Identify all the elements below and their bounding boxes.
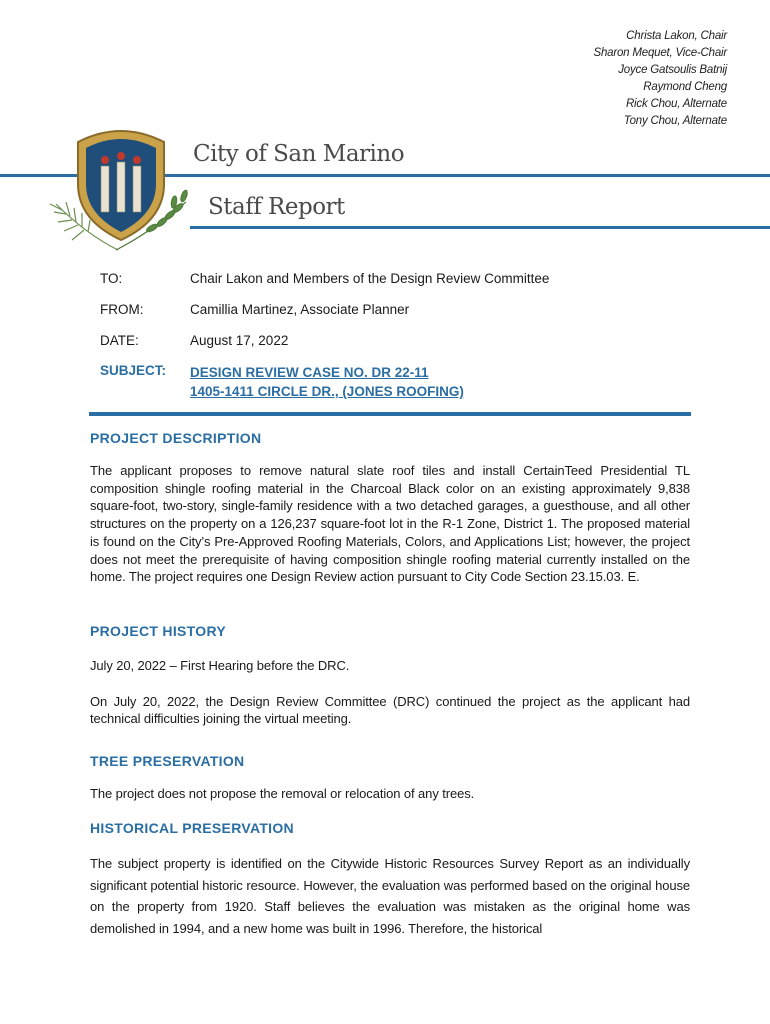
city-title: City of San Marino <box>193 141 405 167</box>
report-title: Staff Report <box>208 194 345 220</box>
committee-member: Joyce Gatsoulis Batnij <box>618 64 727 76</box>
memo-to-value: Chair Lakon and Members of the Design Review Committee <box>190 271 550 286</box>
section-paragraph: The project does not propose the removal or relocation of any trees. <box>90 786 475 801</box>
section-heading: HISTORICAL PRESERVATION <box>90 820 294 836</box>
memo-subject-value <box>190 363 464 401</box>
memo-from-value: Camillia Martinez, Associate Planner <box>190 302 410 317</box>
project-history-section <box>90 623 690 728</box>
memo-to-label: TO: <box>100 271 123 286</box>
committee-member: Raymond Cheng <box>643 81 727 93</box>
section-paragraph: July 20, 2022 – First Hearing before the DRC. <box>90 658 350 673</box>
committee-member: Tony Chou, Alternate <box>623 115 727 127</box>
header-rule-bottom <box>190 226 770 229</box>
section-heading: PROJECT HISTORY <box>90 623 226 639</box>
section-paragraph: The applicant proposes to remove natural slate roof tiles and install CertainTeed Presidential TL composition shingle roofing material in the Charcoal Black color on an existing approximately 9,838 square-foot, two-story, single-family residence with a two detached garages, a guesthouse, and all other structures on the property on a 126,237 square-foot lot in the R-1 Zone, District 1. The proposed material is found on the City’s Pre-Approved Roofing Materials, Colors, and Applications List; however, the project does not meet the prerequisite of having composition shingle roofing material currently installed on the home. The project requires one Design Review action pursuant to City Code Section 23.15.03. E. <box>90 463 690 585</box>
section-heading: TREE PRESERVATION <box>90 753 245 769</box>
subject-line-1: DESIGN REVIEW CASE NO. DR 22-11 <box>190 365 429 380</box>
memo-subject-label: SUBJECT: <box>100 363 167 378</box>
subject-line-2: 1405-1411 CIRCLE DR., (JONES ROOFING) <box>190 384 464 399</box>
section-paragraph: The subject property is identified on the Citywide Historic Resources Survey Report as an individually significant potential historic resource. However, the evaluation was performed based on the original house on the property from 1920. Staff believes the evaluation was mistaken as the original home was demolished in 1994, and a new home was built in 1996. Therefore, the historical <box>90 856 690 936</box>
committee-list <box>594 28 728 130</box>
committee-member: Christa Lakon, Chair <box>626 30 727 42</box>
tree-preservation-section <box>90 753 690 803</box>
city-seal-logo <box>46 122 196 257</box>
memo-date-value: August 17, 2022 <box>190 333 289 348</box>
project-description-section <box>90 430 690 586</box>
memo-date-label: DATE: <box>100 333 139 348</box>
section-separator <box>89 412 691 416</box>
committee-member: Rick Chou, Alternate <box>625 98 727 110</box>
memo-from-label: FROM: <box>100 302 144 317</box>
historical-preservation-section <box>90 820 690 939</box>
section-heading: PROJECT DESCRIPTION <box>90 430 262 446</box>
section-paragraph: On July 20, 2022, the Design Review Committee (DRC) continued the project as the applicant had technical difficulties joining the virtual meeting. <box>90 693 690 727</box>
committee-member: Sharon Mequet, Vice-Chair <box>593 47 727 59</box>
